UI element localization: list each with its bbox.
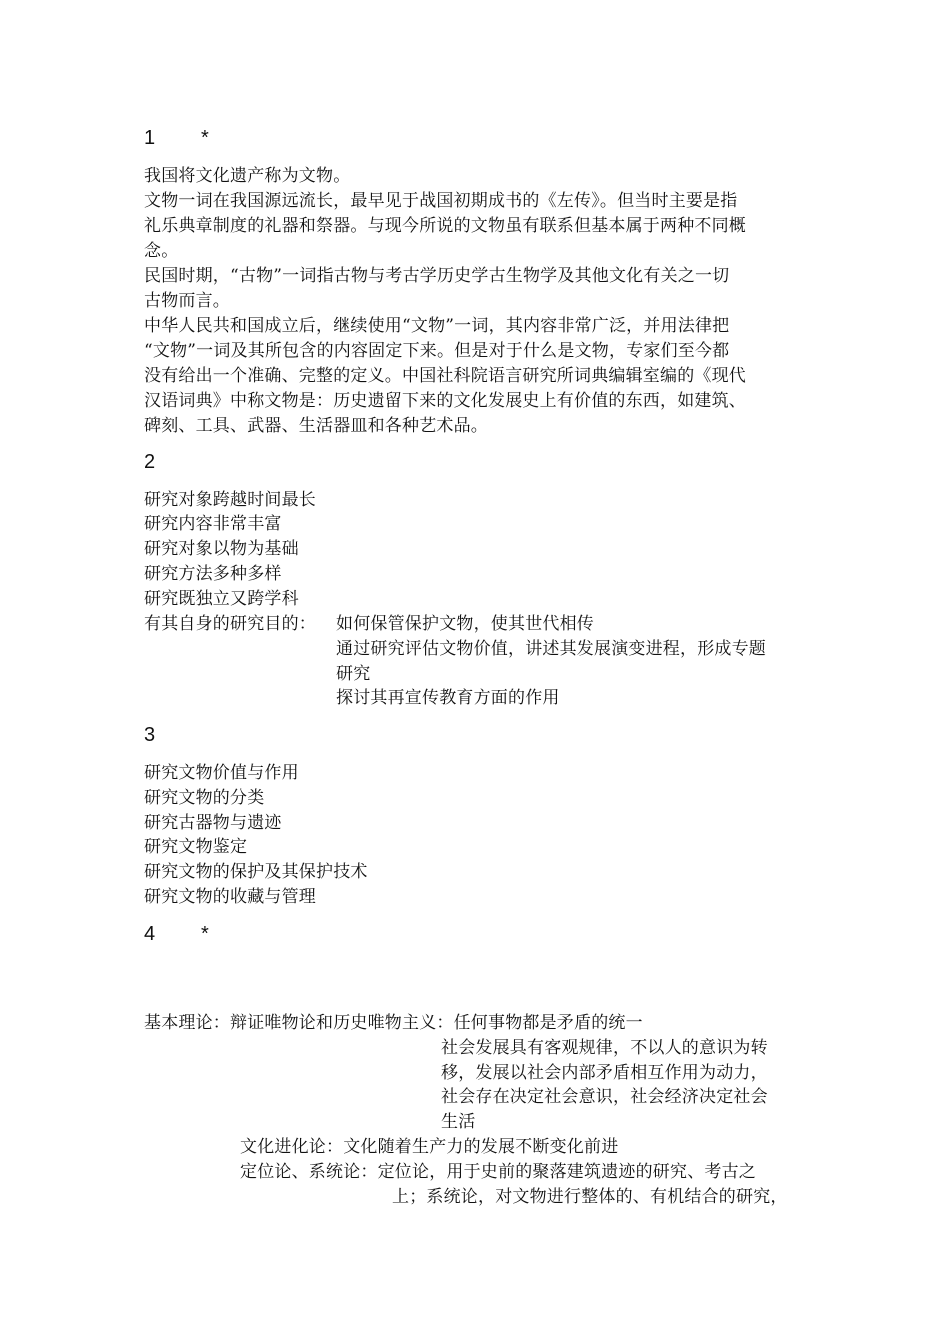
section-3-item: 研究文物的分类 (144, 788, 265, 808)
section-3-item: 研究文物价值与作用 (144, 763, 299, 783)
section-4-number: 4 (144, 923, 156, 945)
section-1-line: 汉语词典》中称文物是：历史遗留下来的文化发展史上有价值的东西，如建筑、 (144, 391, 746, 411)
section-3-item: 研究古器物与遗迹 (144, 813, 282, 833)
cultural-evolution-line: 文化进化论：文化随着生产力的发展不断变化前进 (240, 1137, 619, 1157)
section-2-item: 研究内容非常丰富 (144, 514, 282, 534)
section-1-marker: * (201, 127, 209, 149)
basic-theory-continuation: 社会存在决定社会意识，社会经济决定社会 (441, 1087, 768, 1107)
section-1-line: 碑刻、工具、武器、生活器皿和各种艺术品。 (144, 416, 488, 436)
section-2-purpose: 通过研究评估文物价值，讲述其发展演变进程，形成专题 (336, 639, 766, 659)
section-2-purpose: 如何保管保护文物，使其世代相传 (336, 614, 594, 634)
section-1-line: 文物一词在我国源远流长，最早见于战国初期成书的《左传》。但当时主要是指 (144, 191, 738, 211)
section-1-line: 礼乐典章制度的礼器和祭器。与现今所说的文物虽有联系但基本属于两种不同概 (144, 216, 746, 236)
section-1-line: “文物”一词及其所包含的内容固定下来。但是对于什么是文物，专家们至今都 (144, 341, 730, 361)
section-2-item: 研究对象以物为基础 (144, 539, 299, 559)
section-2-purpose-label: 有其自身的研究目的： (144, 614, 316, 634)
section-1-line: 古物而言。 (144, 291, 230, 311)
section-3-item: 研究文物的收藏与管理 (144, 887, 316, 907)
positioning-theory-line: 定位论、系统论：定位论，用于史前的聚落建筑遗迹的研究、考古之 (240, 1162, 756, 1182)
basic-theory-continuation: 社会发展具有客观规律，不以人的意识为转 (441, 1038, 768, 1058)
section-3-item: 研究文物的保护及其保护技术 (144, 862, 368, 882)
section-4-marker: * (201, 923, 209, 945)
section-1-line: 民国时期，“古物”一词指古物与考古学历史学古生物学及其他文化有关之一切 (144, 266, 730, 286)
basic-theory-continuation: 移，发展以社会内部矛盾相互作用为动力， (441, 1063, 768, 1083)
section-3-item: 研究文物鉴定 (144, 837, 248, 857)
section-3-number: 3 (144, 724, 156, 746)
section-2-number: 2 (144, 451, 156, 473)
positioning-theory-continuation: 上；系统论，对文物进行整体的、有机结合的研究， (392, 1187, 788, 1207)
section-1-line: 我国将文化遗产称为文物。 (144, 166, 351, 186)
section-2-item: 研究对象跨越时间最长 (144, 490, 316, 510)
section-2-purpose: 探讨其再宣传教育方面的作用 (336, 688, 560, 708)
section-1-line: 没有给出一个准确、完整的定义。中国社科院语言研究所词典编辑室编的《现代 (144, 366, 746, 386)
section-1-number: 1 (144, 127, 156, 149)
section-1-line: 中华人民共和国成立后，继续使用“文物”一词，其内容非常广泛，并用法律把 (144, 316, 730, 336)
section-1-line: 念。 (144, 241, 179, 261)
section-2-item: 研究方法多种多样 (144, 564, 282, 584)
basic-theory-continuation: 生活 (441, 1112, 476, 1132)
section-2-purpose: 研究 (336, 664, 371, 684)
basic-theory-line: 基本理论：辩证唯物论和历史唯物主义：任何事物都是矛盾的统一 (144, 1013, 643, 1033)
section-2-item: 研究既独立又跨学科 (144, 589, 299, 609)
